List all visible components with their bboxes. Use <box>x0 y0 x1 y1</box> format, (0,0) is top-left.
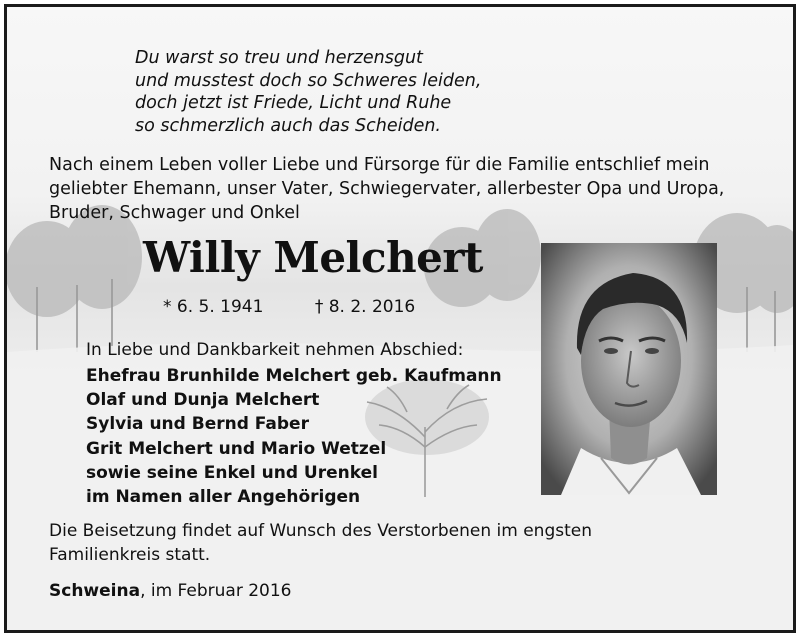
poem-line: doch jetzt ist Friede, Licht und Ruhe <box>135 93 452 113</box>
death-date: † 8. 2. 2016 <box>314 297 416 317</box>
mourner-entry: im Namen aller Angehörigen <box>86 487 361 508</box>
intro-line: Bruder, Schwager und Onkel <box>49 203 300 223</box>
intro-line: Nach einem Leben voller Liebe und Fürsorge für die Familie entschlief mein <box>49 155 710 175</box>
poem-line: und musstest doch so Schweres leiden, <box>135 70 482 91</box>
life-dates <box>163 297 415 317</box>
poem <box>135 47 481 137</box>
poem-line: so schmerzlich auch das Scheiden. <box>135 115 441 136</box>
mourner-entry: Grit Melchert und Mario Wetzel <box>86 438 387 459</box>
farewell-line: In Liebe und Dankbarkeit nehmen Abschied: <box>86 340 464 360</box>
notice-date: , im Februar 2016 <box>140 581 292 601</box>
mourner-entry: Ehefrau Brunhilde Melchert geb. Kaufmann <box>86 366 502 386</box>
mourner-entry: sowie seine Enkel und Urenkel <box>86 462 378 483</box>
obituary-notice <box>4 4 796 633</box>
burial-line: Die Beisetzung findet auf Wunsch des Verstorbenen im engsten <box>49 521 592 541</box>
burial-line: Familienkreis statt. <box>49 545 211 565</box>
place-name: Schweina <box>49 581 141 601</box>
burial-notice <box>49 519 592 567</box>
birth-date: * 6. 5. 1941 <box>163 297 264 317</box>
place-date-line <box>49 581 292 601</box>
intro-text <box>49 153 779 225</box>
mourner-entry: Sylvia und Bernd Faber <box>86 414 309 435</box>
deceased-name: Willy Melchert <box>143 233 483 282</box>
intro-line: geliebter Ehemann, unser Vater, Schwiegervater, allerbester Opa und Uropa, <box>49 179 725 199</box>
poem-line: Du warst so treu und herzensgut <box>135 48 423 68</box>
portrait-photo <box>541 243 717 495</box>
mourner-entry: Olaf und Dunja Melchert <box>86 390 320 411</box>
mourners-list <box>86 364 502 509</box>
